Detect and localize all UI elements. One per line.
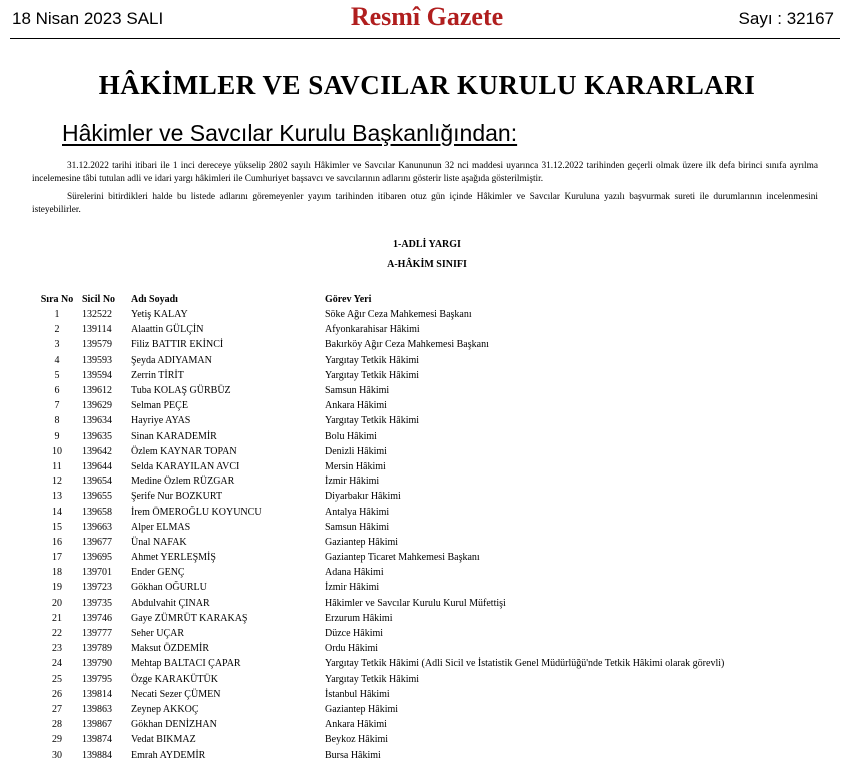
notice-paragraph (32, 191, 818, 216)
row-duty: Yargıtay Tetkik Hâkimi (325, 354, 420, 366)
table-row (32, 520, 825, 535)
row-duty: Gaziantep Ticaret Mahkemesi Başkanı (325, 552, 480, 564)
row-order: 30 (52, 749, 62, 761)
row-name: Ahmet YERLEŞMİŞ (131, 552, 216, 564)
intro-paragraph-text: 31.12.2022 tarihi itibari ile 1 inci dereceye yükselip 2802 sayılı Hâkimler ve Savcılar Kanununun 32 nci maddesi uyarınca 31.12.2022 tarihinden geçerli olmak üzere ilk defa birinci sınıfa ayrılma incelemesine tâbi tutulan adli ve idari yargı hâkimleri ile Cumhuriyet başsavcı ve savcılarının adlarını gösterir liste aşağıda gösterilmiştir. (32, 161, 818, 184)
row-name: Maksut ÖZDEMİR (131, 643, 210, 655)
intro-paragraph (32, 160, 818, 185)
row-order: 29 (52, 734, 62, 746)
row-order: 27 (52, 703, 62, 715)
row-duty: İstanbul Hâkimi (325, 688, 390, 700)
row-order: 4 (54, 354, 60, 366)
row-name: Necati Sezer ÇÜMEN (131, 688, 221, 700)
table-row (32, 489, 825, 504)
row-order: 17 (52, 552, 62, 564)
row-duty: Denizli Hâkimi (325, 445, 387, 457)
row-order: 20 (52, 597, 62, 609)
row-name: İrem ÖMEROĞLU KOYUNCU (131, 506, 262, 518)
table-row (32, 656, 825, 671)
row-registry: 139874 (82, 734, 112, 746)
table-row (32, 474, 825, 489)
row-order: 16 (52, 536, 62, 548)
row-registry: 139723 (82, 582, 112, 594)
row-name: Yetiş KALAY (131, 309, 188, 321)
table-header-row (32, 292, 825, 307)
table-row (32, 565, 825, 580)
row-order: 14 (52, 506, 62, 518)
row-registry: 139814 (82, 688, 112, 700)
row-registry: 139635 (82, 430, 112, 442)
gazette-title: Resmî Gazete (350, 2, 504, 31)
row-order: 13 (52, 491, 62, 503)
header-divider (10, 38, 840, 39)
row-duty: Erzurum Hâkimi (325, 612, 393, 624)
row-duty: Yargıtay Tetkik Hâkimi (325, 673, 420, 685)
judges-table (32, 292, 825, 763)
row-registry: 139701 (82, 567, 112, 579)
row-order: 5 (54, 369, 60, 381)
row-name: Emrah AYDEMİR (131, 749, 206, 761)
table-row (32, 337, 825, 352)
row-duty: Mersin Hâkimi (325, 460, 386, 472)
row-name: Özlem KAYNAR TOPAN (131, 445, 237, 457)
table-row (32, 580, 825, 595)
row-name: Gökhan OĞURLU (131, 582, 207, 594)
row-order: 8 (54, 415, 60, 427)
row-duty: Gaziantep Hâkimi (325, 536, 399, 548)
row-duty: Hâkimler ve Savcılar Kurulu Kurul Müfettişi (325, 597, 506, 609)
table-row (32, 641, 825, 656)
row-order: 22 (52, 628, 62, 640)
row-registry: 132522 (82, 309, 112, 321)
table-row (32, 702, 825, 717)
row-duty: Yargıtay Tetkik Hâkimi (Adli Sicil ve İstatistik Genel Müdürlüğü'nde Tetkik Hâkimi olarak görevli) (325, 658, 725, 670)
table-row (32, 626, 825, 641)
row-order: 7 (54, 400, 60, 412)
row-order: 18 (52, 567, 62, 579)
row-duty: Bolu Hâkimi (325, 430, 377, 442)
col-header-name: Adı Soyadı (131, 294, 178, 305)
row-registry: 139594 (82, 369, 112, 381)
row-name: Tuba KOLAŞ GÜRBÜZ (131, 385, 231, 397)
row-registry: 139579 (82, 339, 112, 351)
row-name: Vedat BIKMAZ (131, 734, 196, 746)
table-row (32, 429, 825, 444)
row-registry: 139114 (82, 324, 112, 336)
row-duty: Bursa Hâkimi (325, 749, 381, 761)
row-name: Abdulvahit ÇINAR (131, 597, 210, 609)
row-order: 12 (52, 476, 62, 488)
row-name: Selda KARAYILAN AVCI (131, 460, 240, 472)
row-duty: İzmir Hâkimi (325, 582, 380, 594)
row-name: Seher UÇAR (131, 628, 185, 640)
table-row (32, 307, 825, 322)
table-row (32, 322, 825, 337)
table-row (32, 687, 825, 702)
row-registry: 139695 (82, 552, 112, 564)
row-registry: 139677 (82, 536, 112, 548)
row-name: Selman PEÇE (131, 400, 188, 412)
row-duty: Söke Ağır Ceza Mahkemesi Başkanı (325, 309, 472, 321)
table-row (32, 504, 825, 519)
row-name: Özge KARAKÜTÜK (131, 673, 218, 685)
row-registry: 139655 (82, 491, 112, 503)
row-registry: 139777 (82, 628, 112, 640)
col-header-duty: Görev Yeri (325, 294, 372, 305)
sub-title: Hâkimler ve Savcılar Kurulu Başkanlığından: (62, 120, 518, 146)
row-registry: 139612 (82, 385, 112, 397)
row-registry: 139593 (82, 354, 112, 366)
row-registry: 139867 (82, 719, 112, 731)
row-order: 1 (54, 309, 60, 321)
row-order: 21 (52, 612, 62, 624)
row-registry: 139658 (82, 506, 112, 518)
table-row (32, 383, 825, 398)
row-registry: 139654 (82, 476, 112, 488)
table-row (32, 672, 825, 687)
row-duty: Beykoz Hâkimi (325, 734, 389, 746)
row-name: Şeyda ADIYAMAN (131, 354, 212, 366)
row-order: 11 (52, 460, 62, 472)
row-order: 3 (54, 339, 60, 351)
row-duty: Yargıtay Tetkik Hâkimi (325, 415, 420, 427)
row-registry: 139746 (82, 612, 112, 624)
row-order: 23 (52, 643, 62, 655)
table-row (32, 444, 825, 459)
row-name: Gaye ZÜMRÜT KARAKAŞ (131, 612, 248, 624)
row-order: 9 (54, 430, 60, 442)
row-name: Zerrin TİRİT (131, 369, 184, 381)
row-order: 19 (52, 582, 62, 594)
row-registry: 139863 (82, 703, 112, 715)
row-order: 6 (54, 385, 60, 397)
row-name: Sinan KARADEMİR (131, 430, 217, 442)
row-registry: 139644 (82, 460, 112, 472)
col-header-registry: Sicil No (82, 294, 116, 305)
issue-date: 18 Nisan 2023 SALI (12, 9, 164, 28)
page-header (0, 0, 854, 40)
row-order: 25 (52, 673, 62, 685)
row-duty: Gaziantep Hâkimi (325, 703, 399, 715)
row-order: 10 (52, 445, 62, 457)
row-registry: 139790 (82, 658, 112, 670)
row-duty: Ankara Hâkimi (325, 719, 387, 731)
table-row (32, 413, 825, 428)
subsection-heading: A-HÂKİM SINIFI (387, 259, 467, 270)
row-registry: 139884 (82, 749, 112, 761)
row-registry: 139789 (82, 643, 112, 655)
table-row (32, 717, 825, 732)
section-heading: 1-ADLİ YARGI (393, 239, 461, 250)
table-row (32, 596, 825, 611)
row-duty: Samsun Hâkimi (325, 385, 390, 397)
table-row (32, 611, 825, 626)
table-row (32, 353, 825, 368)
row-name: Mehtap BALTACI ÇAPAR (131, 658, 241, 670)
table-row (32, 535, 825, 550)
main-title: HÂKİMLER VE SAVCILAR KURULU KARARLARI (98, 70, 756, 100)
table-row (32, 368, 825, 383)
row-registry: 139663 (82, 521, 112, 533)
row-name: Ender GENÇ (131, 567, 185, 579)
row-registry: 139634 (82, 415, 112, 427)
table-row (32, 550, 825, 565)
row-name: Alaattin GÜLÇİN (131, 324, 204, 336)
row-duty: Ordu Hâkimi (325, 643, 379, 655)
row-order: 15 (52, 521, 62, 533)
row-duty: Afyonkarahisar Hâkimi (325, 324, 420, 336)
row-order: 2 (54, 324, 60, 336)
table-row (32, 732, 825, 747)
row-name: Gökhan DENİZHAN (131, 719, 217, 731)
row-order: 24 (52, 658, 62, 670)
row-registry: 139642 (82, 445, 112, 457)
row-duty: İzmir Hâkimi (325, 476, 380, 488)
row-name: Hayriye AYAS (131, 415, 191, 427)
col-header-order: Sıra No (40, 294, 74, 305)
row-duty: Antalya Hâkimi (325, 506, 390, 518)
row-name: Şerife Nur BOZKURT (131, 491, 223, 503)
row-name: Filiz BATTIR EKİNCİ (131, 339, 224, 351)
table-row (32, 459, 825, 474)
row-duty: Yargıtay Tetkik Hâkimi (325, 369, 420, 381)
row-duty: Samsun Hâkimi (325, 521, 390, 533)
table-row (32, 398, 825, 413)
row-duty: Bakırköy Ağır Ceza Mahkemesi Başkanı (325, 339, 489, 351)
row-duty: Adana Hâkimi (325, 567, 384, 579)
row-duty: Diyarbakır Hâkimi (325, 491, 401, 503)
row-duty: Düzce Hâkimi (325, 628, 384, 640)
row-name: Ünal NAFAK (131, 536, 187, 548)
row-order: 26 (52, 688, 62, 700)
row-name: Medine Özlem RÜZGAR (131, 476, 235, 488)
row-duty: Ankara Hâkimi (325, 400, 387, 412)
issue-number: Sayı : 32167 (738, 9, 834, 28)
row-name: Alper ELMAS (131, 521, 191, 533)
row-registry: 139735 (82, 597, 112, 609)
notice-paragraph-text: Sürelerini bitirdikleri halde bu listede adlarını göremeyenler yayım tarihinden itibaren otuz gün içinde Hâkimler ve Savcılar Kuruluna yazılı başvurmak sureti ile durumlarının incelenmesini isteyebilirler. (32, 192, 818, 215)
row-registry: 139795 (82, 673, 112, 685)
table-row (32, 747, 825, 762)
row-order: 28 (52, 719, 62, 731)
row-name: Zeynep AKKOÇ (131, 703, 199, 715)
row-registry: 139629 (82, 400, 112, 412)
